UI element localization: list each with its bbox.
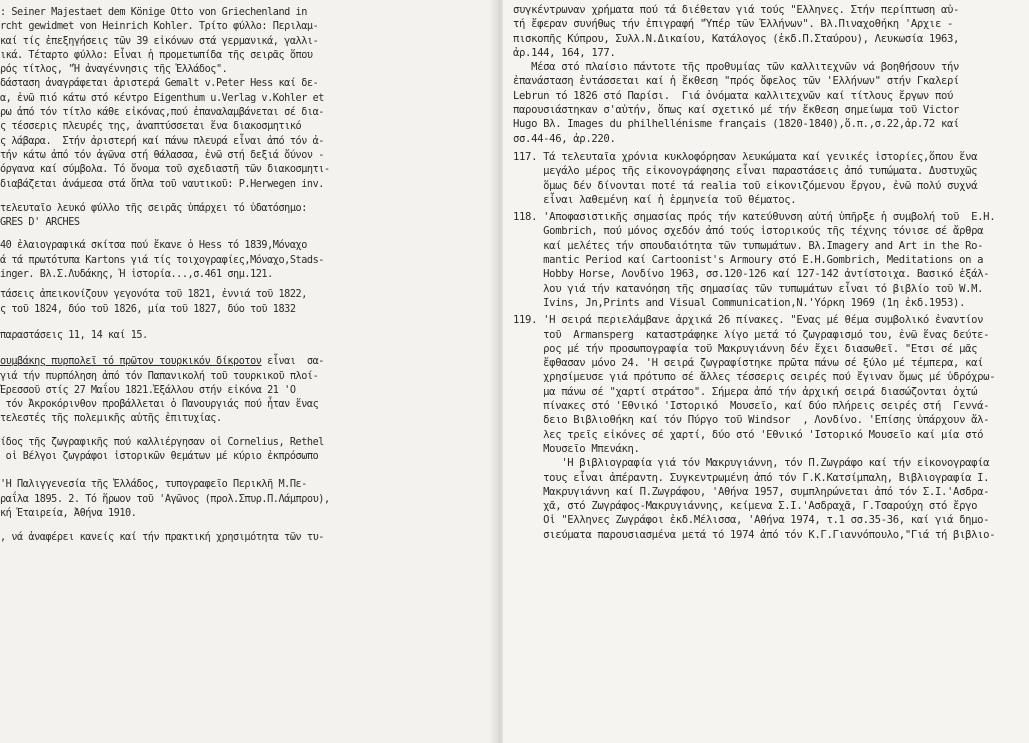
text-line: ραΐλα 1895. 2. Τό ἥρωον τοῦ 'Αγῶνος (προλ.Σπυρ.Π.Λάμπρου), [0,493,330,505]
text-line: 118. 'Αποφασιστικῆς σημασίας πρός τήν κατεύθυνση αὐτή ὑπῆρξε ἡ συμβολή τοῦ E.H. [513,211,996,224]
text-line: τοῦ Armansperg καταστράφηκε λίγο μετά τό ζωγραφισμό του, ἐνῶ ἕνας δεύτε- [513,328,990,341]
text-line: ἐπανάσταση ἐντάσσεται καί ἡ ἔκθεση "πρός ὄφελος τῶν 'Ελλήνων" στήν Γκαλερί [513,75,960,88]
text-line: μα πάνω σέ "χαρτί στράτσο". Σήμερα ἀπό τήν ἀρχική σειρά διασώζονται ὀχτώ [513,385,978,398]
paragraph-gap [0,521,478,531]
text-line [0,355,478,369]
text-line: καί τίς ἐπεξηγήσεις τῶν 39 εἰκόνων στά γερμανικά, γαλλι- [0,35,319,47]
text-line: δάσταση ἀναγράφεται ἀριστερά Gemalt v.Peter Hess καί δε- [0,78,319,90]
text-line: α, ἐνῶ πιό κάτω στό κέντρο Eigenthum u.Verlag v.Kohler et [0,92,324,104]
text-line: Μέσα στό πλαίσιο πάντοτε τῆς προθυμίας τῶν καλλιτεχνῶν νά βοηθήσουν τήν [513,61,960,74]
text-line: 'Η βιβλιογραφία γιά τόν Μακρυγιάννη, τόν Π.Ζωγράφο καί τήν εἰκονογραφία [513,457,990,470]
text-line: όργανα καί σύμβολα. Τό ὄνομα τοῦ σχεδιαστῆ τῶν διακοσμητι- [0,164,330,176]
text-line: χρησίμευσε γιά πρότυπο σέ ἄλλες τέσσερις σειρές πού ἔγιναν ὅμως μέ ὑδρόχρω- [513,371,996,384]
text-line: ἀρ.144, 164, 177. [513,46,616,59]
text-line: γιά τήν πυρπόληση ἀπό τόν Παπανικολή τοῦ τουρκικοῦ πλοί- [0,370,319,382]
text-line: καί μελέτες τήν σπουδαιότητα τῶν τυπωμάτων. Βλ.Imagery and Art in the Ro- [513,239,984,252]
text-line: πίνακες στό 'Εθνικό 'Ιστορικό Μουσεῖο, καί δύο πλήρεις σειρές στή Γενvά- [513,400,990,413]
text-line: ά τά πρωτότυπα Kartons γιά τίς τοιχογραφίες,Μόναχο,Stads- [0,254,324,266]
text-line: ς τοῦ 1824, δύο τοῦ 1826, μία τοῦ 1827, δύο τοῦ 1832 [0,303,296,315]
text-line: ὅμως δέν δίνονται ποτέ τά realia τοῦ εἰκονιζόμενου ἔργου, ἐνῶ πολύ συχνά [513,179,978,192]
text-line: Lebrun τό 1826 στό Παρίσι. Γιά ὀνόματα καλλιτεχνῶν καί τίτλους ἔργων πού [513,89,954,102]
paragraph-gap [0,230,478,239]
right-page-text [513,3,1025,542]
text-line: Μουσεῖο Μπενάκη. [513,442,640,455]
text-line: 119. 'Η σειρά περιελάμβανε ἀρχικά 26 πίνακες. "Ενας μέ θέμα συμβολικό ἐναντίον [513,314,984,327]
text-line: , νά ἀναφέρει κανείς καί τήν πρακτική χρησιμότητα τῶν τυ- [0,532,324,544]
text-line: παραστάσεις 11, 14 καί 15. [0,329,148,341]
text-line: ς τέσσερις πλευρές της, ἀναπτύσσεται ἕνα διακοσμητικό [0,121,302,133]
text-line: mantic Period καί Cartoonist's Armoury στό E.H.Gombrich, Meditations on a [513,254,984,267]
text-line: Οἱ "Ελληνες Ζωγράφοι ἐκδ.Μέλισσα, 'Αθήνα 1974, τ.1 σσ.35-36, καί γιά δημο- [513,514,990,527]
left-page [0,0,497,743]
text-line: τελεστές τῆς πολεμικῆς αὐτῆς ἐπιτυχίας. [0,413,222,425]
text-line: 40 ἐλαιογραφικά σκίτσα πού ἔκανε ὁ Hess τό 1839,Μόναχο [0,240,307,252]
text-line: ικά. Τέταρτο φύλλο: Εἶναι ἡ προμετωπίδα τῆς σειρᾶς ὅπου [0,49,313,61]
paragraph-gap [0,317,478,329]
text-line: εἶναι λαθεμένη καί ἡ ἑρμηνεία τοῦ θέματος. [513,193,797,206]
text-line: τους εἶναι ἀπέραντη. Συγκεντρωμένη ἀπό τόν Γ.Κ.Κατσίμπαλη, Βιβλιογραφία Ι. [513,471,990,484]
text-line: ρος μέ τήν προσωπογραφία τοῦ Μακρυγιάννη δέν ἔχει διασωθεῖ. "Ετσι σέ μᾶς [513,342,978,355]
text-fragment: εἶναι σα- [261,356,324,368]
text-line: λου γιά τήν κατανόηση τῆς σημασίας τῶν τυπωμάτων εἶναι τό βιβλίο τοῦ W.M. [513,282,984,295]
text-line: ρω ἀπό τόν τίτλο κάθε εἰκόνας,πού ἐπαναλαμβάνεται σέ δια- [0,107,324,119]
text-line: Μακρυγιάννη καί Π.Ζωγράφου, 'Αθήνα 1957, συμπληρώνεται ἀπό τόν Σ.Ι.'Ασδρα- [513,485,990,498]
text-line: σσ.44-46, ἀρ.220. [513,132,616,145]
text-line: Hugo Βλ. Images du philhellénisme français (1820-1840),ὅ.π.,σ.22,ἀρ.72 καί [513,118,960,131]
text-line: σιεύματα παρουσιασμένα μετά τό 1974 ἀπό τόν Κ.Γ.Γιαννόπουλο,"Γιά τή βιβλιο- [513,528,996,541]
text-line: τήν κάτω ἀπό τόν ἀγῶνα στή θάλασσα, ἐνῶ στή δεξιά ὄύνον - [0,149,324,161]
paragraph-gap [0,343,478,355]
text-line: τή ἔφεραν συνήθως τήν ἐπιγραφή "Ὑπέρ τῶν Ἑλλήνων". Βλ.Πιναχοθήκη 'Αρχιε - [513,18,954,31]
right-page [503,0,1029,743]
text-line: χᾶ, στό Ζωγράφος-Μακρυγιάννης, κείμενα Σ.Ι.'Ασδραχᾶ, Γ.Τσαρούχη στό ἔργο [513,500,978,513]
text-line: : Seiner Majestaet dem Könige Otto von Griechenland in [0,7,307,18]
text-line: Gombrich, πού μόνος σχεδόν ἀπό τούς ἱστορικούς τῆς τέχνης τόνισε σέ ἄρθρα [513,225,984,238]
text-line: 117. Τά τελευταῖα χρόνια κυκλοφόρησαν λευκώματα καί γενικές ἱστορίες,ὅπου ἕνα [513,150,978,163]
text-line: μεγάλο μέρος τῆς εἰκονογράφησης εἶναι παραστάσεις ἀπό τυπώματα. Δυστυχῶς [513,165,978,178]
underlined-title: ουμβάκης πυρπολεῖ τό πρῶτον τουρκικόν δίκροτον [0,356,262,368]
text-line: Ἐρεσσοῦ στίς 27 Μαΐου 1821.Ἐξάλλου στήν εἰκόνα 21 'Ο [0,384,296,396]
text-line: Ivins, Jn,Prints and Visual Communication,N.'Υόρκη 1969 (1η ἐκδ.1953). [513,296,966,309]
left-page-text [0,6,478,546]
text-line: ίδος τῆς ζωγραφικῆς πού καλλιέργησαν οἱ Cornelius, Rethel [0,436,324,448]
text-line: ἔφθασαν μόνο 24. 'Η σειρά ζωγραφίστηκε πρῶτα πάνω σέ ξύλο μέ τέμπερα, καί [513,357,984,370]
text-line: GRES D' ARCHES [0,217,80,229]
text-line: οἱ Βέλγοι ζωγράφοι ἱστορικῶν θεμάτων μέ κύριο ἐκπρόσωπο [0,451,319,463]
text-line: inger. Βλ.Σ.Λυδάκης, Ἡ ἱστορία...,σ.461 σημ.121. [0,269,273,281]
paragraph-gap [0,464,478,478]
text-line: τόν Ἀκροκόρινθον προβάλλεται ὁ Πανουργιάς πού ἦταν ἕνας [0,399,319,411]
text-line: τάσεις ἀπεικονίζουν γεγονότα τοῦ 1821, ἐννιά τοῦ 1822, [0,289,307,301]
paragraph-gap [0,192,478,202]
text-line: rcht gewidmet von Heinrich Kohler. Τρίτο φύλλο: Περιλαμ- [0,21,319,33]
paragraph-gap [0,427,478,436]
text-line: ς λάβαρα. Στήν ἀριστερή καί πάνω πλευρά εἶναι ἀπό τόν ἀ- [0,135,324,147]
text-line: 'Η Παλιγγενεσία τῆς Ἑλλάδος, τυπογραφεῖο Περικλῆ Μ.Πε- [0,479,307,491]
text-line: συγκέντρωναν χρήματα πού τά διέθεταν γιά τούς "Ελληνες. Στήν περίπτωση αὐ- [513,4,960,16]
text-line: κή Ἑταιρεία, Ἀθήνα 1910. [0,507,137,519]
text-line: λες τρεῖς εἰκόνες σέ χαρτί, δύο στό 'Εθνικό 'Ιστορικό Μουσεῖο καί μία στό [513,428,984,441]
text-line: παρουσιάστηκαν σ'αὐτήν, ὅπως καί σχετικό μέ τήν ἔκθεση σημείωμα τοῦ Victor [513,104,960,117]
text-line: πισκοπῆς Κύπρου, Συλλ.Ν.Δικαίου, Κατάλογος (ἐκδ.Π.Σταύρου), Λευκωσία 1963, [513,32,960,45]
text-line: ρός τίτλος, "Ἡ ἀναγέννησις τῆς Ἑλλάδος". [0,64,228,76]
text-line: δειο Βιβλιοθήκη καί τόν Πύργο τοῦ Windsor , Λονδίνο. 'Επίσης ὑπάρχουν ἄλ- [513,414,990,427]
text-line: τελευταῖο λευκό φύλλο τῆς σειρᾶς ὑπάρχει τό ὑδατόσημο: [0,202,307,214]
text-line: Hobby Horse, Λονδίνο 1963, σσ.120-126 καί 127-142 ἀντίστοιχα. Βασικό ἐξάλ- [513,268,990,281]
text-line: διαβάζεται ἀνάμεσα στά ὅπλα τοῦ ναυτικοῦ: P.Herwegen inv. [0,178,324,190]
